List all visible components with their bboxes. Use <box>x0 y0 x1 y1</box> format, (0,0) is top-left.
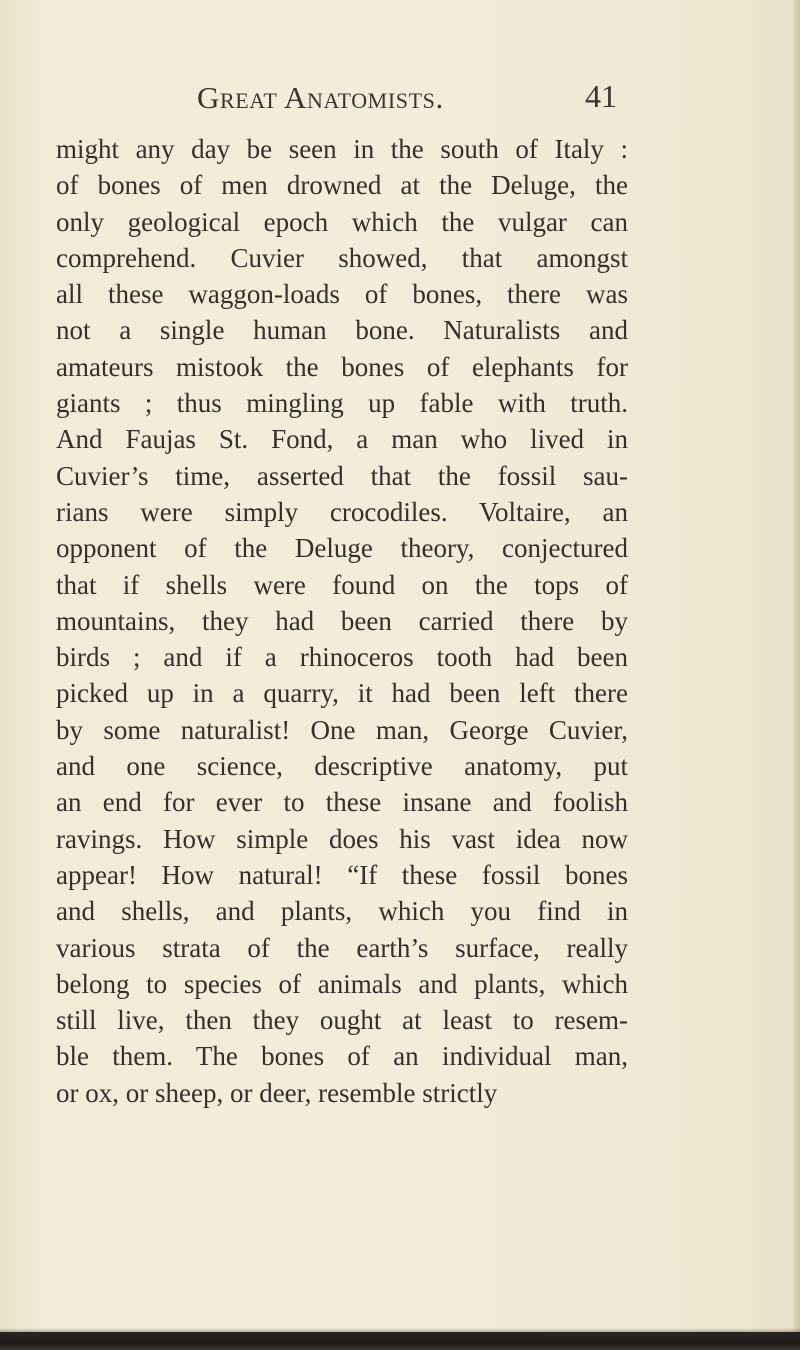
body-text <box>56 131 628 1111</box>
text-line: And Faujas St. Fond, a man who lived in <box>56 424 628 455</box>
text-line: and one science, descriptive anatomy, put <box>56 751 628 782</box>
text-line: or ox, or sheep, or deer, resemble strictly <box>56 1077 498 1108</box>
text-line: appear! How natural! “If these fossil bones <box>56 859 628 890</box>
text-line: not a single human bone. Naturalists and <box>56 315 628 346</box>
page-edge <box>794 0 800 1350</box>
text-line: birds ; and if a rhinoceros tooth had been <box>56 642 628 673</box>
text-line: and shells, and plants, which you find in <box>56 896 628 927</box>
text-line: ble them. The bones of an individual man, <box>56 1041 628 1072</box>
text-line: comprehend. Cuvier showed, that amongst <box>56 242 628 273</box>
text-line: that if shells were found on the tops of <box>56 569 628 600</box>
text-line: only geological epoch which the vulgar can <box>56 206 628 237</box>
text-line: might any day be seen in the south of Italy : <box>56 134 628 164</box>
text-line: rians were simply crocodiles. Voltaire, an <box>56 496 628 527</box>
text-line: ravings. How simple does his vast idea now <box>56 823 628 854</box>
text-line: still live, then they ought at least to resem- <box>56 1005 628 1036</box>
scan-bottom-edge <box>0 1332 800 1350</box>
text-line: picked up in a quarry, it had been left there <box>56 678 628 709</box>
text-line: belong to species of animals and plants, which <box>56 968 628 999</box>
page-number: 41 <box>585 78 617 114</box>
text-line: giants ; thus mingling up fable with truth. <box>56 388 628 419</box>
running-head: Great Anatomists. <box>197 80 444 115</box>
text-line: all these waggon-loads of bones, there was <box>56 279 628 310</box>
text-line: opponent of the Deluge theory, conjectured <box>56 533 628 564</box>
text-line: mountains, they had been carried there by <box>56 605 628 636</box>
text-line: of bones of men drowned at the Deluge, the <box>56 170 628 201</box>
text-line: various strata of the earth’s surface, really <box>56 932 628 963</box>
text-line: Cuvier’s time, asserted that the fossil sau- <box>56 460 628 491</box>
text-line: amateurs mistook the bones of elephants for <box>56 351 628 382</box>
page-header <box>0 80 800 124</box>
text-line: by some naturalist! One man, George Cuvier, <box>56 714 628 745</box>
text-line: an end for ever to these insane and foolish <box>56 787 628 818</box>
